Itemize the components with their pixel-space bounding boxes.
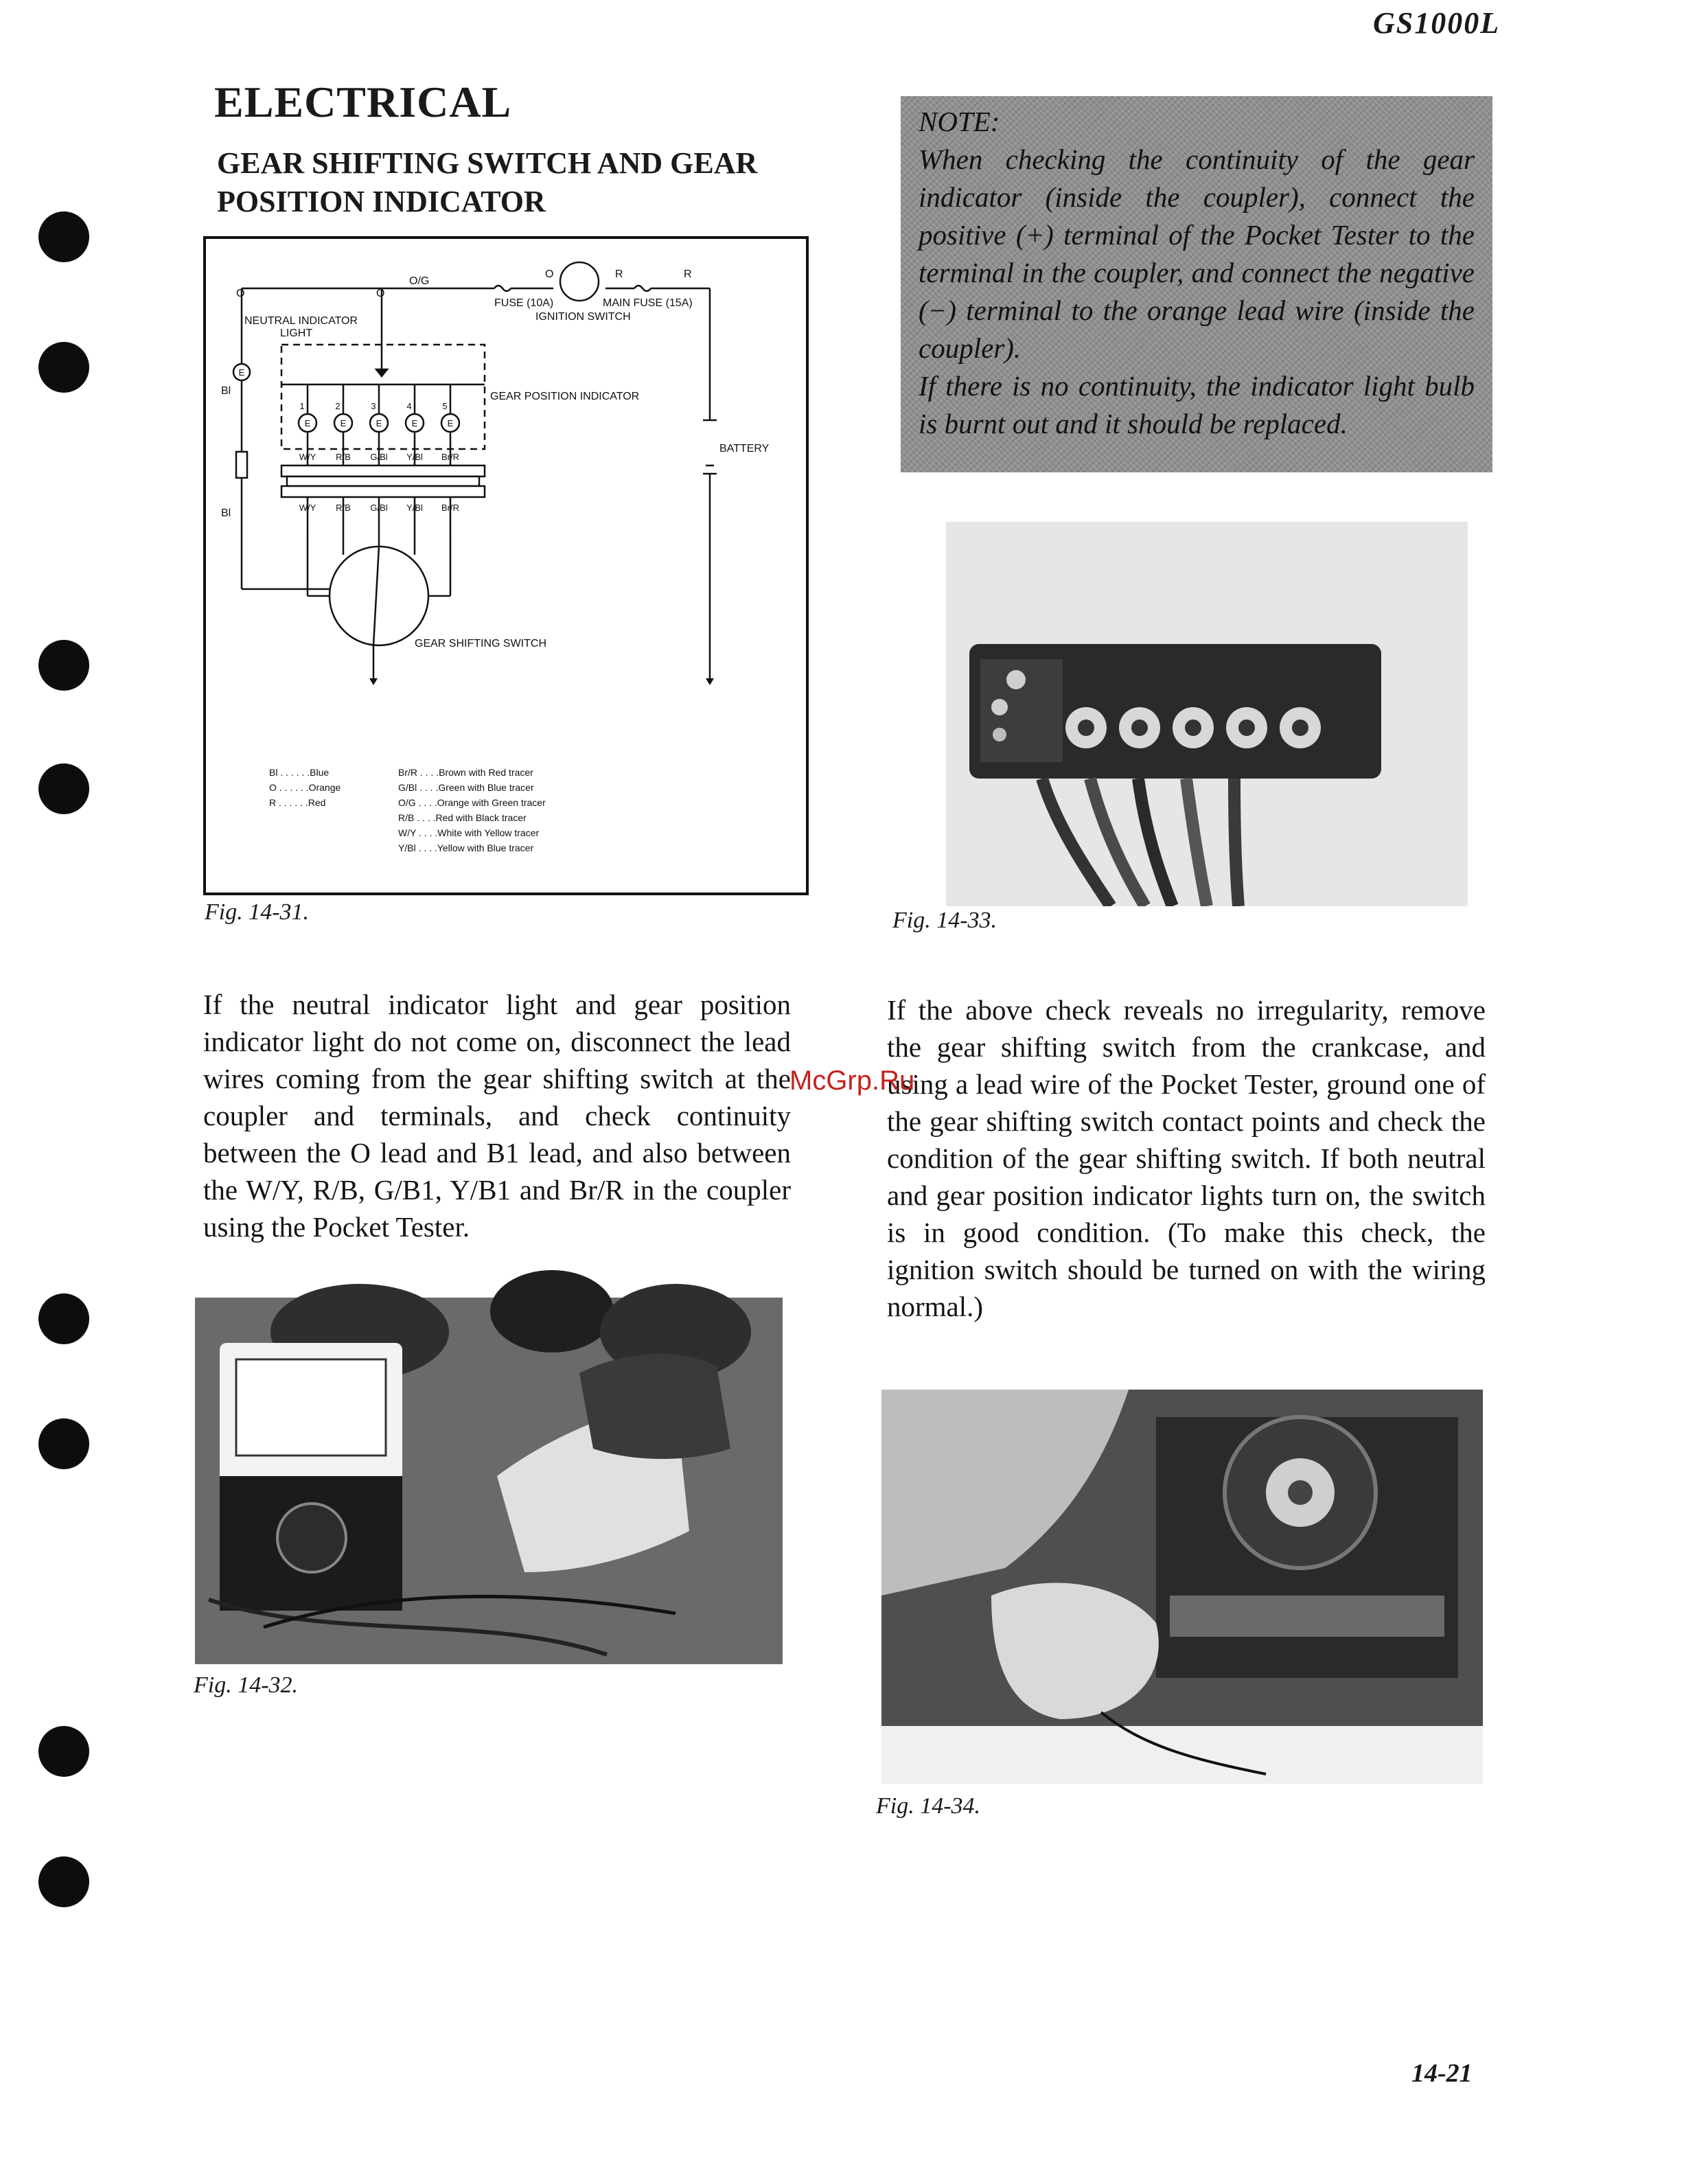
fuse-label: FUSE (10A)	[494, 297, 554, 309]
left-body-text	[203, 986, 791, 1245]
coupler-wire-label: Y/Bl	[406, 503, 423, 513]
crankcase-photo-image	[881, 1390, 1483, 1784]
gear-shifting-switch-label: GEAR SHIFTING SWITCH	[415, 638, 546, 649]
photo-fig-14-32	[195, 1270, 783, 1664]
legend-left	[269, 765, 341, 810]
caption-fig-14-34: Fig. 14-34.	[876, 1793, 981, 1819]
note-paragraph-2: If there is no continuity, the indicator light bulb is burnt out and it should be replaced.	[919, 370, 1475, 439]
legend-item: Bl . . . . . .Blue	[269, 767, 330, 778]
coupler-wire-label: W/Y	[299, 452, 316, 462]
light-label: LIGHT	[280, 327, 313, 339]
svg-text:E: E	[411, 418, 418, 428]
bulb-number: 5	[442, 401, 448, 411]
legend-right	[398, 765, 546, 855]
punch-hole	[38, 763, 89, 814]
punch-hole	[38, 1726, 89, 1777]
coupler-wire-label: W/Y	[299, 503, 316, 513]
right-paragraph: If the above check reveals no irregularity, remove the gear shifting switch from the crankcase, and using a lead wire of the Pocket Tester, ground one of the gear shifting switch contact points and check the condition of the gear shifting switch. If both neutral and gear position indicator lights turn on, the switch is in good condition. (To make this check, the ignition switch should be turned on with the wiring normal.)	[887, 994, 1486, 1322]
bulb-number: 3	[371, 401, 376, 411]
wiring-diagram	[203, 236, 809, 895]
punch-hole	[38, 1418, 89, 1469]
note-box	[901, 96, 1492, 472]
coupler-wire-label: Br/R	[441, 452, 459, 462]
legend-item: Y/Bl . . . .Yellow with Blue tracer	[398, 842, 534, 853]
legend-item: O/G . . . .Orange with Green tracer	[398, 797, 546, 808]
svg-text:E: E	[304, 418, 311, 428]
ignition-switch-label: IGNITION SWITCH	[535, 311, 631, 323]
section-title: ELECTRICAL	[214, 78, 512, 126]
bulb-number: 2	[335, 401, 341, 411]
legend-item: R . . . . . .Red	[269, 797, 326, 808]
model-code: GS1000L	[1373, 6, 1501, 40]
note-paragraph-1: When checking the continuity of the gear indicator (inside the coupler), connect the positive (+) terminal of the Pocket Tester to the terminal in the coupler, and connect the negative (−) terminal to the orange lead wire (inside the coupler).	[919, 143, 1475, 364]
legend-item: G/Bl . . . .Green with Blue tracer	[398, 782, 534, 793]
caption-fig-14-32: Fig. 14-32.	[194, 1672, 299, 1698]
wire-r-label: R	[615, 268, 623, 280]
coupler-wire-label: G/Bl	[370, 503, 388, 513]
punch-hole	[38, 1856, 89, 1907]
note-title: NOTE:	[919, 106, 1000, 137]
svg-text:E: E	[340, 418, 347, 428]
wire-og-label: O/G	[409, 275, 430, 287]
punch-hole	[38, 342, 89, 393]
right-body-text	[887, 991, 1486, 1325]
wire-o-label: O	[236, 288, 245, 299]
watermark: McGrp.Ru	[789, 1066, 915, 1096]
legend-item: R/B . . . .Red with Black tracer	[398, 812, 527, 823]
legend-item: O . . . . . .Orange	[269, 782, 341, 793]
caption-fig-14-31: Fig. 14-31.	[205, 899, 310, 925]
page-number: 14-21	[1411, 2059, 1473, 2088]
neutral-indicator-label: NEUTRAL INDICATOR	[244, 315, 358, 327]
punch-hole	[38, 211, 89, 262]
battery-label: BATTERY	[719, 443, 770, 454]
main-fuse-label: MAIN FUSE (15A)	[603, 297, 693, 309]
legend-item: W/Y . . . .White with Yellow tracer	[398, 827, 540, 838]
wire-o-label-3: O	[545, 268, 554, 280]
punch-hole	[38, 640, 89, 691]
legend-item: Br/R . . . .Brown with Red tracer	[398, 767, 533, 778]
punch-hole	[38, 1293, 89, 1344]
wire-bl-label: Bl	[221, 385, 231, 397]
svg-text:E: E	[376, 418, 382, 428]
coupler-wire-label: G/Bl	[370, 452, 388, 462]
wire-bl-label-2: Bl	[221, 507, 231, 519]
caption-fig-14-33: Fig. 14-33.	[892, 908, 997, 933]
pocket-tester-photo-image	[195, 1270, 783, 1664]
coupler-photo-image	[905, 522, 1468, 906]
subsection-title: GEAR SHIFTING SWITCH AND GEAR POSITION INDICATOR	[217, 146, 758, 218]
photo-fig-14-34	[881, 1390, 1483, 1784]
bulb-number: 1	[299, 401, 305, 411]
coupler-wire-label: Y/Bl	[406, 452, 423, 462]
left-paragraph: If the neutral indicator light and gear position indicator light do not come on, disconnect the lead wires coming from the gear shifting switch at the coupler and terminals, and check continuity between the O lead and B1 lead, and also between the W/Y, R/B, G/B1, Y/B1 and Br/R in the coupler using the Pocket Tester.	[203, 989, 791, 1243]
wire-r-label-2: R	[684, 268, 692, 280]
coupler-wire-label: R/B	[336, 452, 351, 462]
gear-position-indicator-label: GEAR POSITION INDICATOR	[490, 391, 640, 402]
coupler-wire-label: Br/R	[441, 503, 459, 513]
wire-o-label-2: O	[376, 288, 385, 299]
bulb-number: 4	[406, 401, 412, 411]
coupler-wire-label: R/B	[336, 503, 351, 513]
svg-text:E: E	[238, 367, 245, 378]
photo-fig-14-33	[905, 522, 1468, 906]
svg-text:E: E	[447, 418, 454, 428]
